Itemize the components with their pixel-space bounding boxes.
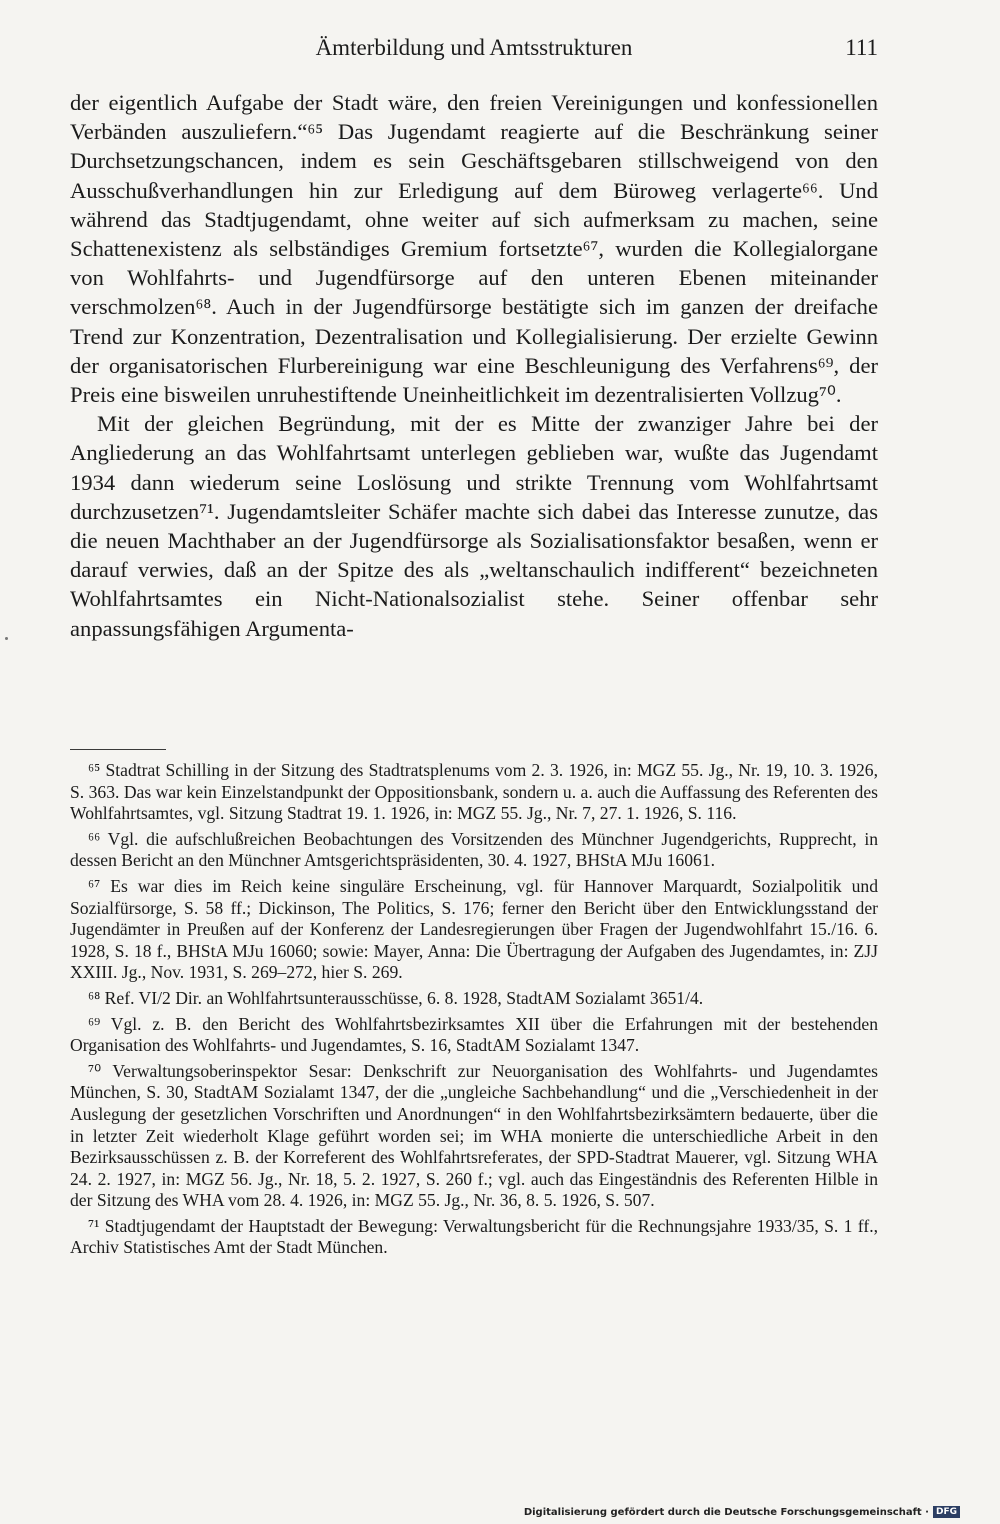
footnote-71: ⁷¹ Stadtjugendamt der Hauptstadt der Bewegung: Verwaltungsbericht für die Rechnungsjahre 1933/35, S. 1 ff., Archiv Statistisches Amt der Stadt München.	[70, 1215, 878, 1258]
dfg-logo-icon: DFG	[933, 1506, 960, 1518]
footnote-69: ⁶⁹ Vgl. z. B. den Bericht des Wohlfahrtsbezirksamtes XII über die Erfahrungen mit der bestehenden Organisation des Wohlfahrts- und Jugendamtes, S. 16, StadtAM Sozialamt 1347.	[70, 1013, 878, 1056]
margin-mark	[5, 637, 8, 640]
running-head	[70, 30, 878, 66]
body-paragraph: Mit der gleichen Begründung, mit der es Mitte der zwanziger Jahre bei der Angliederung an das Wohlfahrtsamt unterlegen geblieben war, wußte das Jugendamt 1934 dann wiederum seine Loslösung und strikte Trennung vom Wohlfahrtsamt durchzusetzen⁷¹. Jugendamtsleiter Schäfer machte sich dabei das Interesse zunutze, das die neuen Machthaber an der Jugendfürsorge als Sozialisationsfaktor besaßen, wenn er darauf verwies, daß an der Spitze des als „weltanschaulich indifferent“ bezeichneten Wohlfahrtsamtes ein Nicht-Nationalsozialist stehe. Seiner offenbar sehr anpassungsfähigen Argumenta-	[70, 411, 878, 641]
footnote-divider	[70, 749, 166, 750]
footnote-70: ⁷⁰ Verwaltungsoberinspektor Sesar: Denkschrift zur Neuorganisation des Wohlfahrts- und Jugendamtes München, S. 30, StadtAM Sozialamt 1347, der die „ungleiche Sachbehandlung“ und die „Verschiedenheit in der Auslegung der gesetzlichen Vorschriften und Anordnungen“ in den Wohlfahrtsbezirksämtern bedauerte, über die in letzter Zeit wiederholt Klage geführt worden sei; im WHA monierte die unterschiedliche Arbeit in den Bezirksausschüssen z. B. der Korreferent des Wohlfahrtsreferates, der SPD-Stadtrat Mauerer, vgl. Sitzung WHA 24. 2. 1927, in: MGZ 56. Jg., Nr. 18, 5. 2. 1927, S. 260 f.; vgl. auch das Eingeständnis des Referenten Hilble in der Sitzung des WHA vom 28. 4. 1926, in: MGZ 55. Jg., Nr. 36, 8. 5. 1926, S. 507.	[70, 1060, 878, 1211]
page-number: 111	[845, 35, 878, 60]
body-paragraph: der eigentlich Aufgabe der Stadt wäre, den freien Vereinigungen und konfessionellen Verbänden auszuliefern.“⁶⁵ Das Jugendamt reagierte auf die Beschränkung seiner Durchsetzungschancen, indem es sein Geschäftsgebaren stillschweigend von den Ausschußverhandlungen hin zur Erledigung auf dem Büroweg verlagerte⁶⁶. Und während das Stadtjugendamt, ohne weiter auf sich aufmerksam zu machen, seine Schattenexistenz als selbständiges Gremium fortsetzte⁶⁷, wurden die Kollegialorgane von Wohlfahrts- und Jugendfürsorge auf den unteren Ebenen miteinander verschmolzen⁶⁸. Auch in der Jugendfürsorge bestätigte sich im ganzen der dreifache Trend zur Konzentration, Dezentralisation und Kollegialisierung. Der erzielte Gewinn der organisatorischen Flurbereinigung war eine Beschleunigung des Verfahrens⁶⁹, der Preis eine bisweilen unruhestiftende Uneinheitlichkeit im dezentralisierten Vollzug⁷⁰.	[70, 90, 878, 408]
credit-text: Digitalisierung gefördert durch die Deutsche Forschungsgemeinschaft ·	[523, 1507, 929, 1518]
body-text	[70, 88, 878, 643]
digitization-credit	[524, 1506, 960, 1518]
footnote-68: ⁶⁸ Ref. VI/2 Dir. an Wohlfahrtsunterausschüsse, 6. 8. 1928, StadtAM Sozialamt 3651/4.	[88, 987, 704, 1008]
footnote-67: ⁶⁷ Es war dies im Reich keine singuläre Erscheinung, vgl. für Hannover Marquardt, Sozialpolitik und Sozialfürsorge, S. 58 ff.; Dickinson, The Politics, S. 176; ferner den Bericht über den Entwicklungsstand der Jugendämter in Preußen auf der Konferenz der Landesregierungen über Fragen der Jugendwohlfahrt 15./16. 6. 1928, S. 18 f., BHStA MJu 16060; sowie: Mayer, Anna: Die Übertragung der Aufgaben des Jugendamtes, in: ZJJ XXIII. Jg., Nov. 1931, S. 269–272, hier S. 269.	[70, 875, 878, 983]
footnote-65: ⁶⁵ Stadtrat Schilling in der Sitzung des Stadtratsplenums vom 2. 3. 1926, in: MGZ 55. Jg., Nr. 19, 10. 3. 1926, S. 363. Das war kein Einzelstandpunkt der Oppositionsbank, sondern u. a. auch die Auffassung des Referenten des Wohlfahrtsamtes, vgl. Sitzung Stadtrat 19. 1. 1926, in: MGZ 55. Jg., Nr. 7, 27. 1. 1926, S. 116.	[70, 760, 878, 824]
footnotes	[70, 760, 878, 1259]
footnote-66: ⁶⁶ Vgl. die aufschlußreichen Beobachtungen des Vorsitzenden des Münchner Jugendgerichts, Rupprecht, in dessen Bericht an den Münchner Amtsgerichtspräsidenten, 30. 4. 1927, BHStA MJu 16061.	[70, 828, 878, 871]
running-title: Ämterbildung und Amtsstrukturen	[315, 35, 633, 60]
